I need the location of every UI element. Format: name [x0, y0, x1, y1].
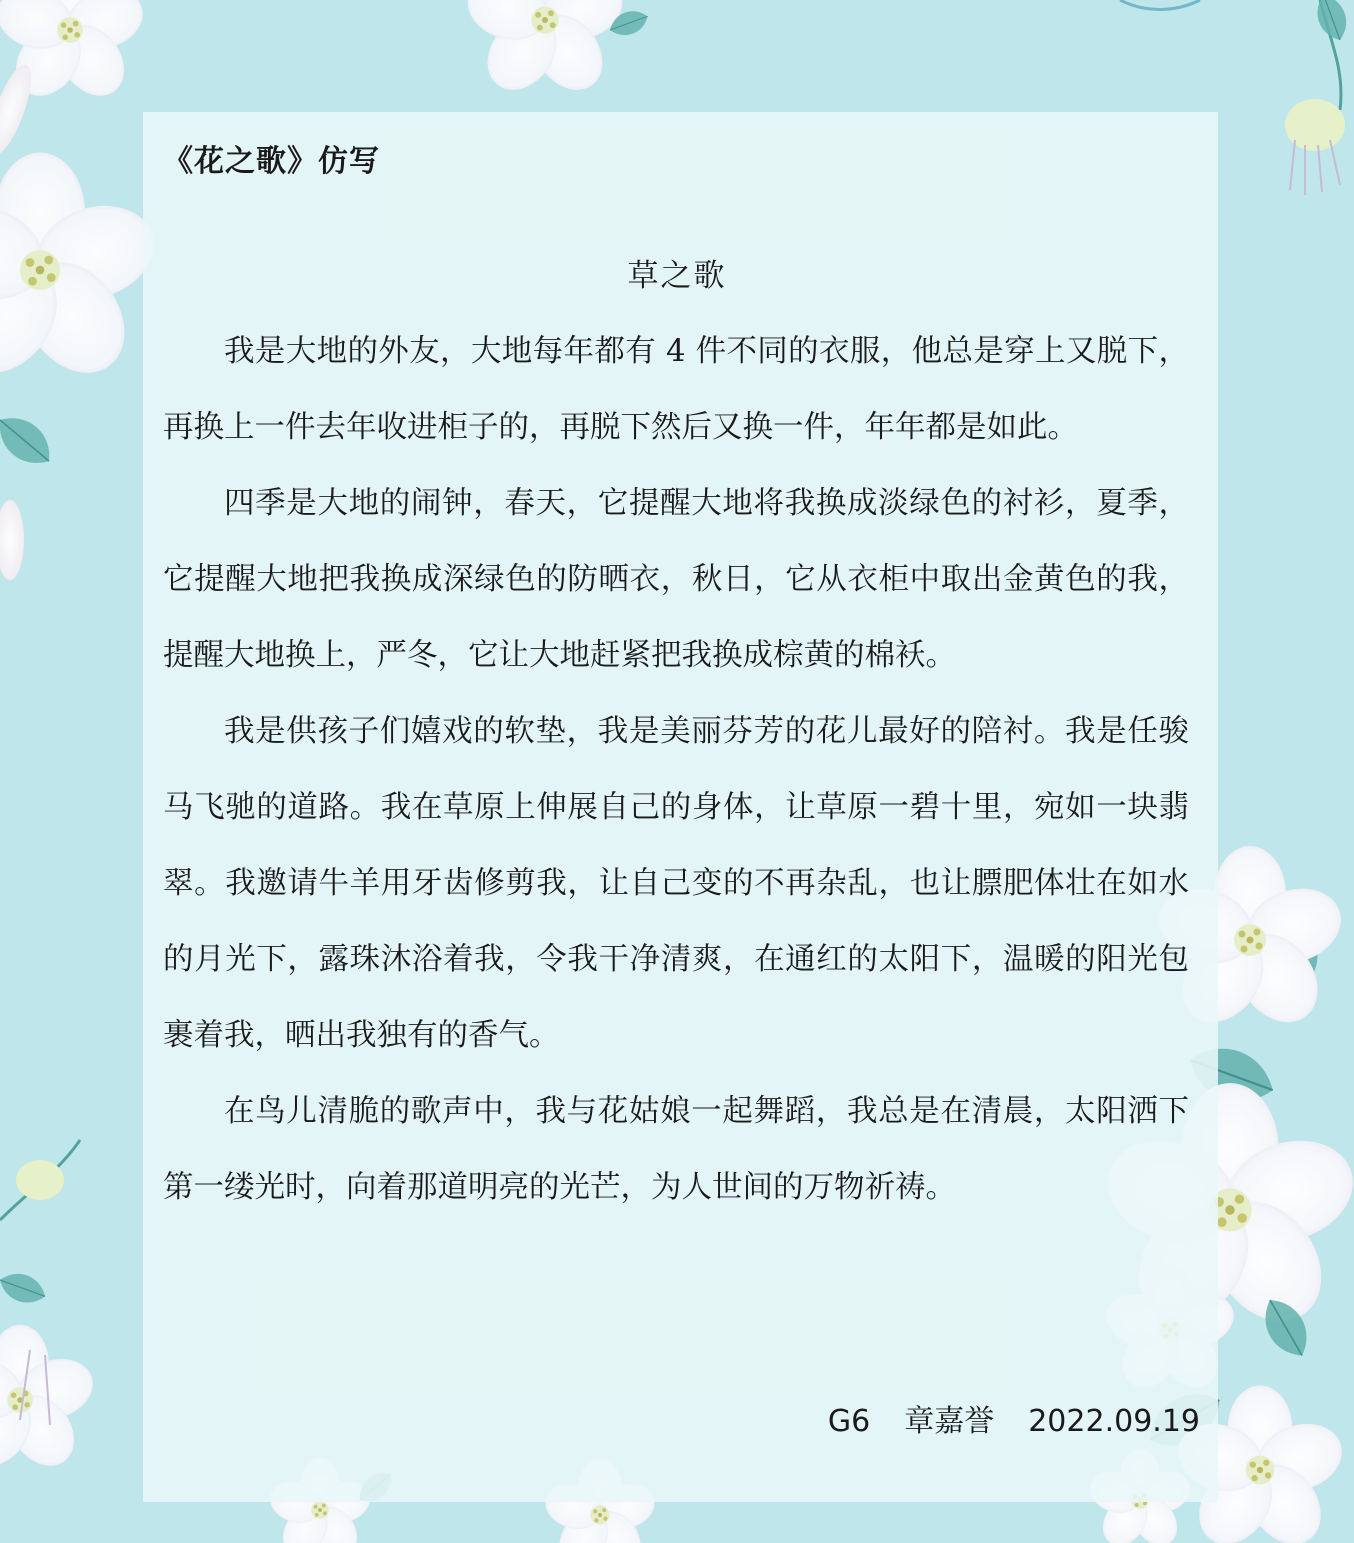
poem-title: 草之歌 [627, 258, 727, 294]
paragraph-1: 我是大地的外友，大地每年都有 4 件不同的衣服，他总是穿上又脱下，再换上一件去年收进柜子的，再脱下然后又换一件，年年都是如此。 [163, 334, 1189, 445]
essay-body [163, 314, 1189, 1226]
signature-date: 2022.09.19 [1028, 1404, 1200, 1439]
signature-line [828, 1396, 1200, 1440]
paragraph-2: 四季是大地的闹钟，春天，它提醒大地将我换成淡绿色的衬衫，夏季，它提醒大地把我换成深绿色的防晒衣，秋日，它从衣柜中取出金黄色的我，提醒大地换上，严冬，它让大地赶紧把我换成棕黄的棉袄。 [163, 486, 1189, 673]
document-heading: 《花之歌》仿写 [163, 144, 380, 179]
signature-author: 章嘉誉 [904, 1404, 995, 1439]
paragraph-4: 在鸟儿清脆的歌声中，我与花姑娘一起舞蹈，我总是在清晨，太阳洒下第一缕光时，向着那道明亮的光芒，为人世间的万物祈祷。 [163, 1094, 1189, 1205]
signature-class: G6 [827, 1404, 871, 1439]
paragraph-3: 我是供孩子们嬉戏的软垫，我是美丽芬芳的花儿最好的陪衬。我是任骏马飞驰的道路。我在草原上伸展自己的身体，让草原一碧十里，宛如一块翡翠。我邀请牛羊用牙齿修剪我，让自己变的不再杂乱，也让膘肥体壮在如水的月光下，露珠沐浴着我，令我干净清爽，在通红的太阳下，温暖的阳光包裹着我，晒出我独有的香气。 [163, 714, 1189, 1053]
